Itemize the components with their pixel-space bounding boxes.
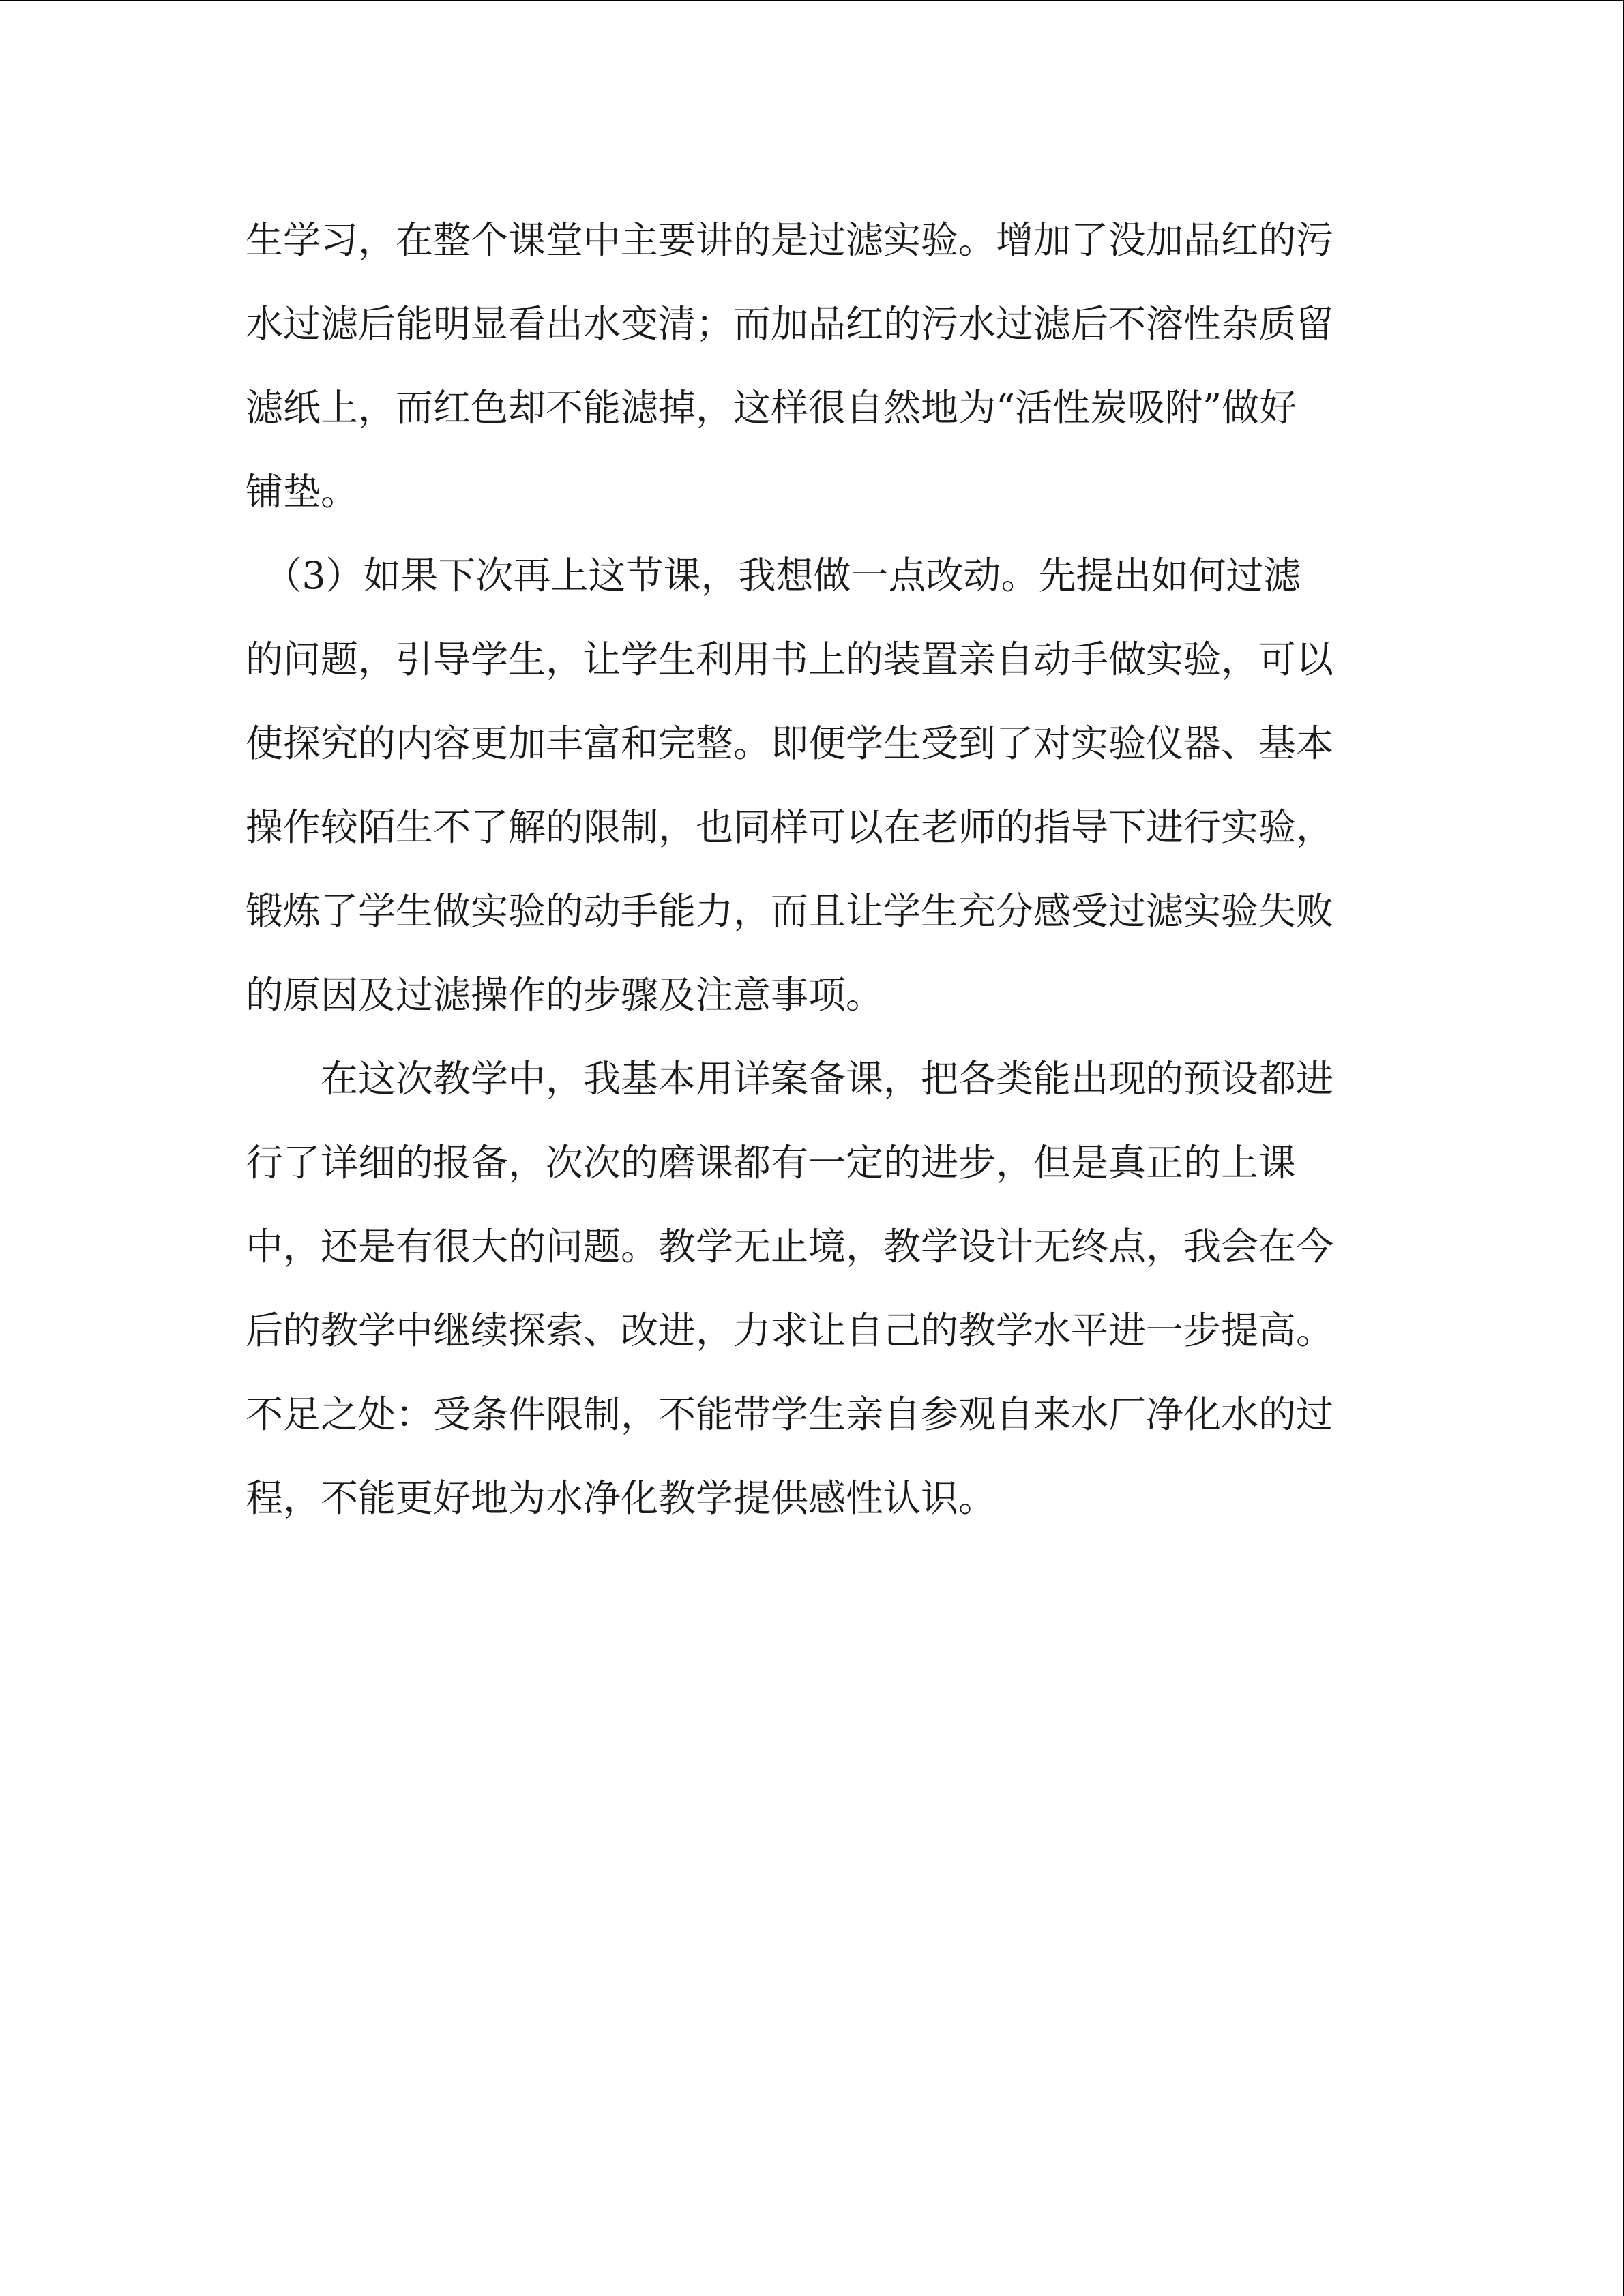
text-line: 铺垫。 — [246, 470, 359, 513]
text-line: 中，还是有很大的问题。教学无止境，教学设计无终点，我会在今 — [246, 1225, 1334, 1268]
paragraph — [246, 198, 1371, 534]
paragraph — [246, 1037, 1371, 1540]
text-line: 的问题，引导学生，让学生利用书上的装置亲自动手做实验，可以 — [246, 638, 1334, 681]
text-line: 不足之处：受条件限制，不能带学生亲自参观自来水厂净化水的过 — [246, 1392, 1334, 1436]
document-body — [246, 198, 1371, 1540]
text-line: 在这次教学中，我基本用详案备课，把各类能出现的预设都进 — [246, 1057, 1334, 1101]
text-line: 滤纸上，而红色却不能滤掉，这样很自然地为“活性炭吸附”做好 — [246, 386, 1297, 430]
text-line: 水过滤后能明显看出水变清；而加品红的污水过滤后不溶性杂质留 — [246, 302, 1334, 346]
text-line: 后的教学中继续探索、改进，力求让自己的教学水平进一步提高。 — [246, 1309, 1334, 1352]
text-line: 锻炼了学生做实验的动手能力，而且让学生充分感受过滤实验失败 — [246, 889, 1334, 933]
text-line: 操作较陌生不了解的限制，也同样可以在老师的指导下进行实验， — [246, 805, 1334, 849]
text-line: 使探究的内容更加丰富和完整。即便学生受到了对实验仪器、基本 — [246, 721, 1334, 765]
text-line: 的原因及过滤操作的步骤及注意事项。 — [246, 973, 884, 1017]
text-line: 程，不能更好地为水净化教学提供感性认识。 — [246, 1476, 996, 1520]
text-line: （3）如果下次再上这节课，我想做一点改动。先提出如何过滤 — [246, 554, 1301, 597]
text-line: 行了详细的报备，次次的磨课都有一定的进步，但是真正的上课 — [246, 1141, 1297, 1184]
text-line: 生学习，在整个课堂中主要讲的是过滤实验。增加了没加品红的污 — [246, 218, 1334, 262]
paragraph — [246, 534, 1371, 1037]
